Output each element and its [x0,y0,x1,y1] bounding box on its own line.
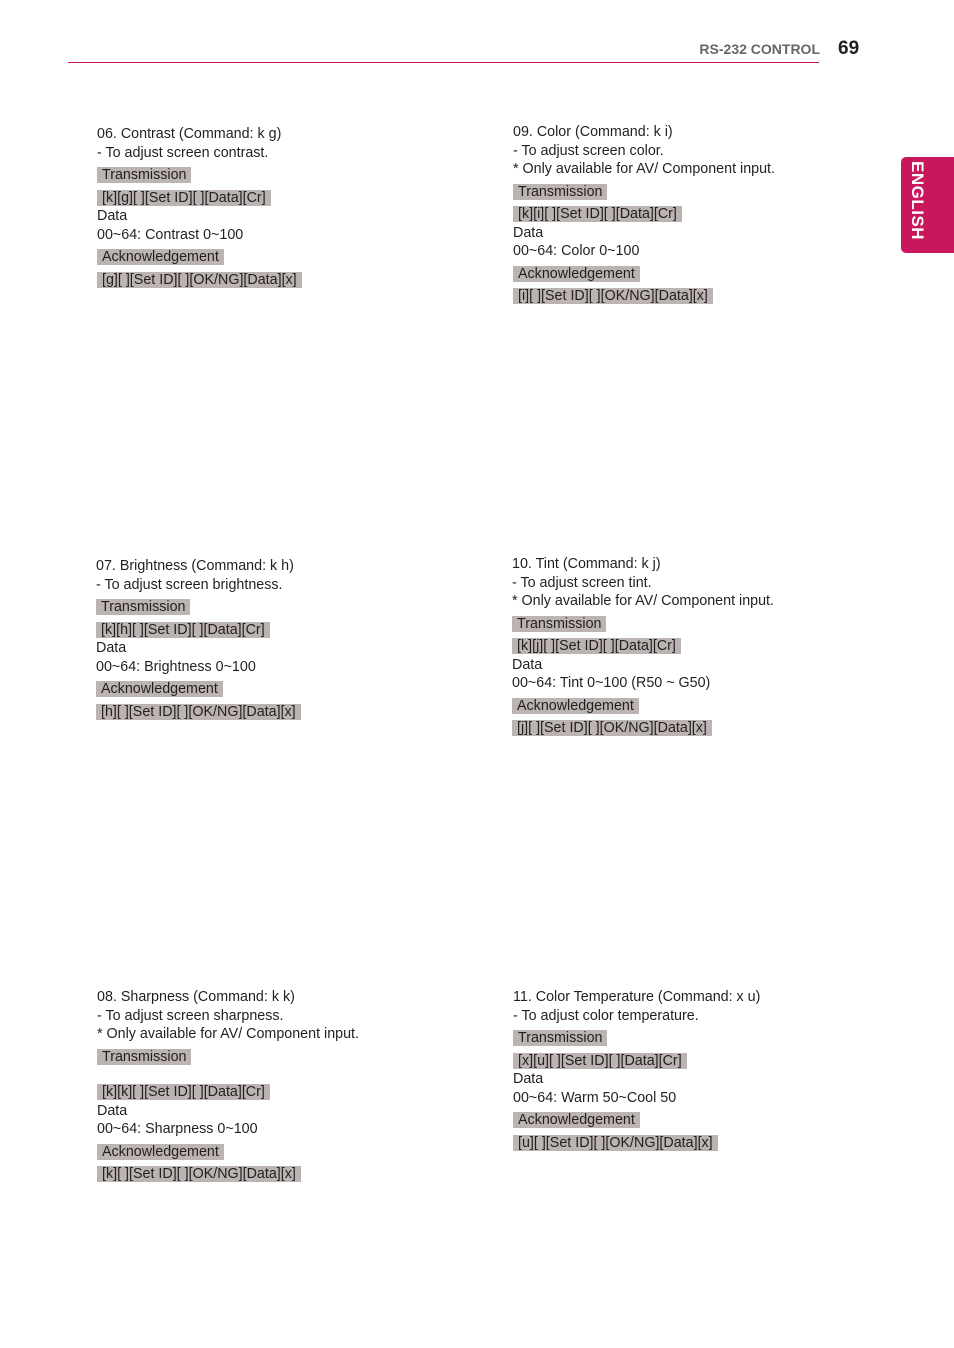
command-title: 07. Brightness (Command: k h) [96,558,294,574]
command-title: 10. Tint (Command: k j) [512,556,661,572]
acknowledgement-command: [j][ ][Set ID][ ][OK/NG][Data][x] [512,720,712,736]
acknowledgement-label: Acknowledgement [513,266,640,282]
transmission-command: [x][u][ ][Set ID][ ][Data][Cr] [513,1053,687,1069]
transmission-label: Transmission [96,599,190,615]
data-range: 00~64: Color 0~100 [513,243,640,259]
acknowledgement-command: [i][ ][Set ID][ ][OK/NG][Data][x] [513,288,713,304]
command-section [96,557,496,721]
command-description: - To adjust screen sharpness. [97,1007,284,1024]
command-title: 06. Contrast (Command: k g) [97,126,282,142]
transmission-label: Transmission [97,1049,191,1065]
data-label: Data [97,1102,128,1119]
section-header-title: RS-232 CONTROL [699,41,820,57]
command-title: 11. Color Temperature (Command: x u) [513,989,761,1005]
command-section [97,988,497,1184]
command-note: * Only available for AV/ Component input. [97,1026,359,1042]
data-label: Data [513,224,544,241]
language-tab-label: ENGLISH [908,161,927,241]
transmission-command: [k][i][ ][Set ID][ ][Data][Cr] [513,206,682,222]
acknowledgement-label: Acknowledgement [97,249,224,265]
data-range: 00~64: Warm 50~Cool 50 [513,1089,677,1106]
header-divider [68,62,819,63]
command-section [513,988,913,1152]
acknowledgement-label: Acknowledgement [513,1112,640,1128]
transmission-label: Transmission [97,167,191,183]
command-title: 08. Sharpness (Command: k k) [97,989,295,1005]
acknowledgement-command: [u][ ][Set ID][ ][OK/NG][Data][x] [513,1135,718,1151]
data-label: Data [513,1071,544,1087]
command-title: 09. Color (Command: k i) [513,124,673,140]
transmission-label: Transmission [512,616,606,632]
transmission-command: [k][j][ ][Set ID][ ][Data][Cr] [512,638,681,654]
command-section [97,125,497,289]
data-label: Data [512,656,543,673]
data-range: 00~64: Tint 0~100 (R50 ~ G50) [512,675,711,691]
data-label: Data [96,640,127,656]
command-description: - To adjust screen tint. [512,574,652,591]
command-section [512,555,912,738]
acknowledgement-label: Acknowledgement [512,698,639,714]
transmission-label: Transmission [513,184,607,200]
acknowledgement-label: Acknowledgement [97,1144,224,1160]
page-number: 69 [838,38,860,59]
acknowledgement-command: [k][ ][Set ID][ ][OK/NG][Data][x] [97,1166,301,1182]
acknowledgement-command: [h][ ][Set ID][ ][OK/NG][Data][x] [96,704,301,720]
data-range: 00~64: Contrast 0~100 [97,226,244,243]
data-label: Data [97,208,128,224]
command-note: * Only available for AV/ Component input. [512,593,774,609]
command-description: - To adjust screen color. [513,142,664,159]
transmission-command: [k][h][ ][Set ID][ ][Data][Cr] [96,622,270,638]
transmission-command: [k][k][ ][Set ID][ ][Data][Cr] [97,1084,270,1100]
command-description: - To adjust screen brightness. [96,576,283,593]
command-description: - To adjust color temperature. [513,1007,699,1024]
command-note: * Only available for AV/ Component input. [513,161,775,177]
command-section [513,123,913,306]
data-range: 00~64: Sharpness 0~100 [97,1121,258,1137]
transmission-label: Transmission [513,1030,607,1046]
acknowledgement-command: [g][ ][Set ID][ ][OK/NG][Data][x] [97,272,302,288]
data-range: 00~64: Brightness 0~100 [96,658,256,675]
command-description: - To adjust screen contrast. [97,144,269,161]
transmission-command: [k][g][ ][Set ID][ ][Data][Cr] [97,190,271,206]
acknowledgement-label: Acknowledgement [96,681,223,697]
